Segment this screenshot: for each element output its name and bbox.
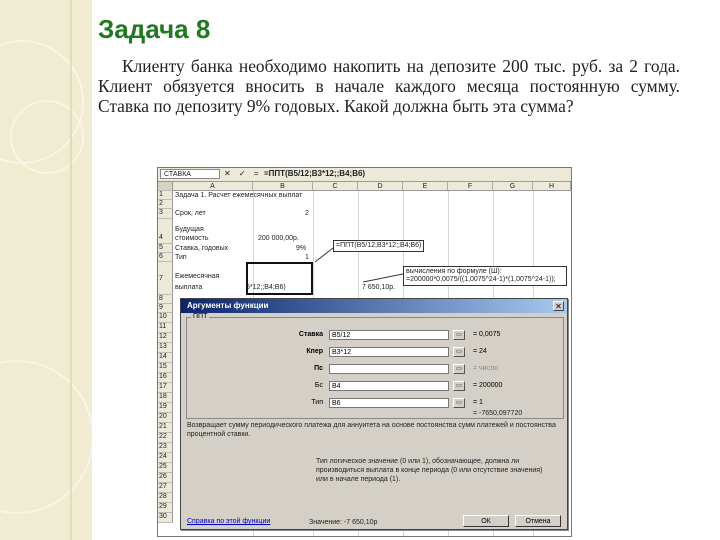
cancel-button[interactable]: Отмена (515, 515, 561, 527)
row-header[interactable]: 6 (158, 253, 173, 262)
arg-input-fv[interactable]: B4 (329, 381, 449, 391)
arg-label-rate: Ставка (298, 331, 323, 338)
row-header[interactable]: 18 (158, 393, 173, 403)
arg-input-rate[interactable]: B5/12 (329, 330, 449, 340)
row-header[interactable]: 3 (158, 209, 173, 219)
cell-b3[interactable]: 2 (305, 210, 309, 217)
arg-input-nper[interactable]: B3*12 (329, 347, 449, 357)
cell-b6[interactable]: 1 (305, 254, 309, 261)
arg-label-pv: Пс (314, 365, 323, 372)
function-name: ППТ (193, 313, 208, 320)
cell-a4-line1[interactable]: Будущая (175, 226, 204, 233)
row-header[interactable]: 28 (158, 493, 173, 503)
collapse-dialog-icon[interactable]: ▭ (453, 381, 465, 391)
callout-calculation-line2: =200000*0,0075/((1,0075^24-1)*(1,0075^24-1)); (406, 276, 556, 283)
arg-result-nper: = 24 (473, 348, 487, 355)
row-header[interactable]: 24 (158, 453, 173, 463)
row-header[interactable]: 12 (158, 333, 173, 343)
row-header[interactable]: 20 (158, 413, 173, 423)
column-header-f[interactable]: F (448, 182, 493, 191)
type-argument-help: Тип логическое значение (0 или 1), обозначающее, должна ли производиться выплата в конце периода (0 или отсутствие значения) или в начале периода (1). (316, 458, 543, 483)
row-header[interactable]: 26 (158, 473, 173, 483)
function-arguments-dialog (180, 298, 568, 530)
callout-formula: =ППТ(B5/12;B3*12;;B4;B6) (333, 240, 424, 252)
row-header[interactable]: 10 (158, 313, 173, 323)
arg-label-fv: Бс (314, 382, 323, 389)
row-header[interactable]: 1 (158, 191, 173, 200)
callout-calculation (403, 266, 567, 286)
row-header[interactable]: 17 (158, 383, 173, 393)
column-header-e[interactable]: E (403, 182, 448, 191)
name-box[interactable]: СТАВКА (160, 169, 220, 179)
row-header[interactable]: 25 (158, 463, 173, 473)
row-header[interactable]: 13 (158, 343, 173, 353)
cell-a4-line2[interactable]: стоимость (175, 235, 209, 242)
arg-result-type: = 1 (473, 399, 483, 406)
column-header-g[interactable]: G (493, 182, 533, 191)
row-header[interactable]: 21 (158, 423, 173, 433)
cell-d7[interactable]: 7 650,10р. (362, 284, 396, 291)
cell-b4[interactable]: 200 000,00р. (258, 235, 299, 242)
collapse-dialog-icon[interactable]: ▭ (453, 398, 465, 408)
row-header[interactable]: 15 (158, 363, 173, 373)
arg-result-rate: = 0,0075 (473, 331, 501, 338)
collapse-dialog-icon[interactable]: ▭ (453, 364, 465, 374)
arg-input-type[interactable]: B6 (329, 398, 449, 408)
ok-button[interactable]: ОК (463, 515, 509, 527)
slide-title: Задача 8 (98, 14, 211, 44)
row-header[interactable]: 5 (158, 244, 173, 253)
row-header[interactable]: 27 (158, 483, 173, 493)
arg-result-pv: = число (473, 365, 499, 372)
formula-text[interactable]: =ППТ(B5/12;B3*12;;B4;B6) (264, 169, 366, 178)
function-description: Возвращает сумму периодического платежа для аннуитета на основе постоянства сумм платежей и постоянства процентной ставки. (187, 422, 556, 438)
row-header[interactable]: 7 (158, 262, 173, 295)
cell-b7[interactable]: 5*12;;B4;B6) (246, 284, 286, 291)
row-header[interactable]: 29 (158, 503, 173, 513)
callout-calculation-line1: вычисления по формуле (Ш): (406, 268, 502, 275)
column-header-a[interactable]: A (173, 182, 253, 191)
row-header[interactable]: 19 (158, 403, 173, 413)
value-preview: Значение: -7 650,10р (309, 519, 378, 526)
arg-label-nper: Кпер (306, 348, 323, 355)
cell-b5[interactable]: 9% (296, 245, 307, 252)
row-header[interactable]: 8 (158, 295, 173, 304)
dialog-title[interactable]: Аргументы функции (181, 299, 567, 313)
column-header-b[interactable]: B (253, 182, 313, 191)
cell-a6[interactable]: Тип (175, 254, 187, 261)
formula-icons[interactable]: ✕ ✓ = (224, 169, 262, 178)
row-header[interactable]: 4 (158, 219, 173, 244)
row-header[interactable]: 11 (158, 323, 173, 333)
row-header[interactable]: 9 (158, 304, 173, 313)
cell-a7-line1[interactable]: Ежемесячная (175, 273, 220, 280)
row-header[interactable]: 23 (158, 443, 173, 453)
close-icon[interactable]: ✕ (553, 301, 564, 311)
collapse-dialog-icon[interactable]: ▭ (453, 347, 465, 357)
cell-a3[interactable]: Срок, лет (175, 210, 206, 217)
collapse-dialog-icon[interactable]: ▭ (453, 330, 465, 340)
arg-result-fv: = 200000 (473, 382, 503, 389)
arg-label-type: Тип (311, 399, 323, 406)
slide-decoration (0, 0, 92, 540)
total-result: = -7650,097720 (473, 410, 523, 417)
arg-input-pv[interactable] (329, 364, 449, 374)
row-header[interactable]: 30 (158, 513, 173, 523)
column-header-h[interactable]: H (533, 182, 571, 191)
problem-text: Клиенту банка необходимо накопить на депозите 200 тыс. руб. за 2 года. Клиент обязуется вносить в начале каждого месяца постоянную сумму. Ставка по депозиту 9% годовых. Какой должна быть эта сумма? (98, 56, 680, 116)
cell-a7-line2[interactable]: выплата (175, 284, 203, 291)
column-header-d[interactable]: D (358, 182, 403, 191)
row-header[interactable]: 2 (158, 200, 173, 209)
help-link[interactable]: Справка по этой функции (187, 518, 271, 525)
cell-a5[interactable]: Ставка, годовых (175, 245, 229, 252)
cell-a1[interactable]: Задача 1. Расчет ежемесячных выплат (175, 192, 303, 199)
row-header[interactable]: 22 (158, 433, 173, 443)
row-header[interactable]: 16 (158, 373, 173, 383)
row-header[interactable]: 14 (158, 353, 173, 363)
column-header-c[interactable]: C (313, 182, 358, 191)
